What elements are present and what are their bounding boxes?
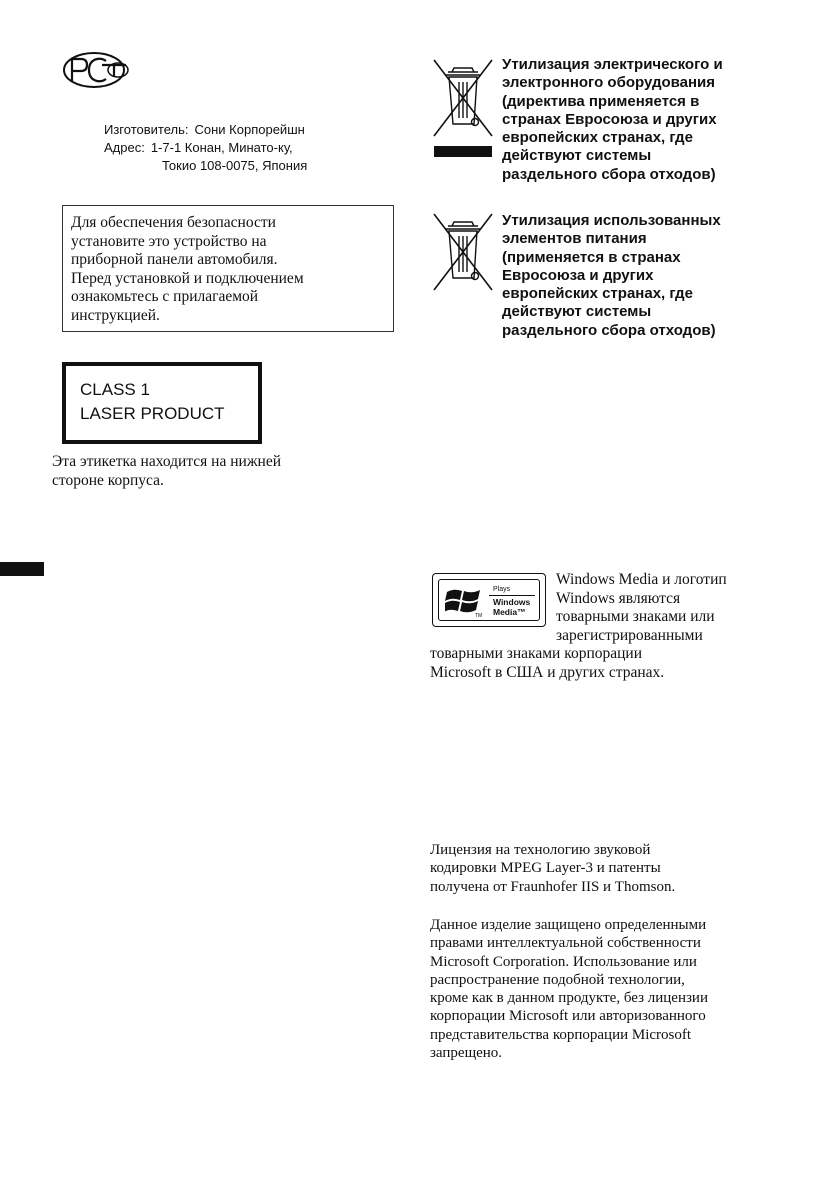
wm-tm-mark: TM	[475, 613, 483, 619]
laser-class-label	[62, 362, 262, 444]
label-note-line: Эта этикетка находится на нижней	[52, 453, 282, 470]
safety-line: приборной панели автомобиля.	[71, 251, 278, 268]
mpeg-license-text	[430, 841, 675, 896]
safety-line: ознакомьтесь с прилагаемой	[71, 288, 259, 305]
wm-divider	[489, 595, 535, 596]
weee-line: странах Евросоюза и других	[502, 110, 717, 128]
wm-line: Windows Media и логотип	[556, 571, 727, 588]
weee-line: европейских странах, где	[502, 285, 693, 303]
ms-line: Данное изделие защищено определенными	[430, 917, 707, 933]
address-line2: Токио 108-0075, Япония	[162, 158, 308, 173]
wm-media: Media™	[493, 606, 526, 617]
ms-line: Microsoft Corporation. Использование или	[430, 953, 697, 970]
safety-line: Перед установкой и подключением	[71, 269, 304, 287]
weee-bin-icon-electrical	[430, 58, 496, 160]
weee-line: раздельного сбора отходов)	[502, 321, 716, 339]
weee-bin-icon-batteries	[430, 212, 496, 292]
laser-class-line: CLASS 1	[80, 380, 150, 399]
safety-line: установите это устройство на	[71, 232, 267, 250]
wm-plays-text: Plays	[493, 586, 511, 593]
wm-line: Windows являются	[556, 589, 681, 607]
weee-line: раздельного сбора отходов)	[502, 165, 716, 183]
weee-line: элементов питания	[502, 230, 647, 248]
ms-line: кроме как в данном продукте, без лицензии	[430, 990, 708, 1007]
mpeg-line: получена от Fraunhofer IIS и Thomson.	[430, 878, 676, 895]
safety-line: инструкцией.	[71, 306, 160, 324]
weee-line: европейских странах, где	[502, 129, 693, 147]
weee-batteries-text	[502, 212, 721, 340]
windows-flag-icon	[445, 586, 485, 616]
weee-line: действуют системы	[502, 303, 652, 321]
safety-notice-box	[62, 205, 394, 332]
safety-line: Для обеспечения безопасности	[71, 214, 276, 231]
weee-electrical-text	[502, 56, 723, 184]
rst-certification-mark	[62, 51, 132, 89]
rst-mark-icon	[62, 51, 132, 89]
wm-line: товарными знаками или	[556, 608, 715, 625]
weee-line: (применяется в странах	[502, 248, 681, 266]
wm-line: зарегистрированными	[556, 626, 703, 644]
ms-line: распространение подобной технологии,	[430, 971, 685, 988]
label-location-note	[52, 453, 352, 490]
weee-line: электронного оборудования	[502, 74, 716, 92]
wm-line: Microsoft в США и других странах.	[430, 663, 665, 681]
ms-line: правами интеллектуальной собственности	[430, 935, 701, 952]
weee-line: Утилизация электрического и	[502, 56, 723, 73]
weee-line: (директива применяется в	[502, 92, 700, 110]
section-tab-marker	[0, 562, 44, 576]
crossed-out-wheelie-bin-icon	[430, 212, 496, 292]
weee-line: Утилизация использованных	[502, 212, 721, 229]
wm-windows-media-text	[493, 598, 530, 617]
label-note-line: стороне корпуса.	[52, 471, 164, 489]
maker-name: Сони Корпорейшн	[194, 122, 305, 137]
windows-media-trademark-full	[430, 645, 664, 682]
weee-line: действуют системы	[502, 147, 652, 165]
mpeg-line: кодировки MPEG Layer-3 и патенты	[430, 860, 661, 877]
address-line1: 1-7-1 Конан, Минато-ку,	[150, 140, 293, 155]
mpeg-line: Лицензия на технологию звуковой	[430, 842, 651, 858]
maker-label: Изготовитель:	[104, 122, 189, 137]
wm-windows: Windows	[493, 597, 531, 607]
windows-media-trademark-right	[556, 571, 727, 645]
weee-line: Евросоюза и других	[502, 266, 654, 284]
ms-line: представительства корпорации Microsoft	[430, 1026, 692, 1043]
wm-line: товарными знаками корпорации	[430, 645, 643, 662]
ms-line: запрещено.	[430, 1045, 503, 1062]
microsoft-ip-notice	[430, 916, 708, 1062]
address-label: Адрес:	[104, 140, 145, 155]
ms-line: корпорации Microsoft или авторизованного	[430, 1008, 706, 1025]
windows-media-logo-frame	[438, 579, 540, 621]
crossed-out-wheelie-bin-icon	[430, 58, 496, 160]
manufacturer-info	[104, 121, 307, 175]
laser-product-line: LASER PRODUCT	[80, 404, 225, 423]
windows-media-logo	[432, 573, 546, 627]
